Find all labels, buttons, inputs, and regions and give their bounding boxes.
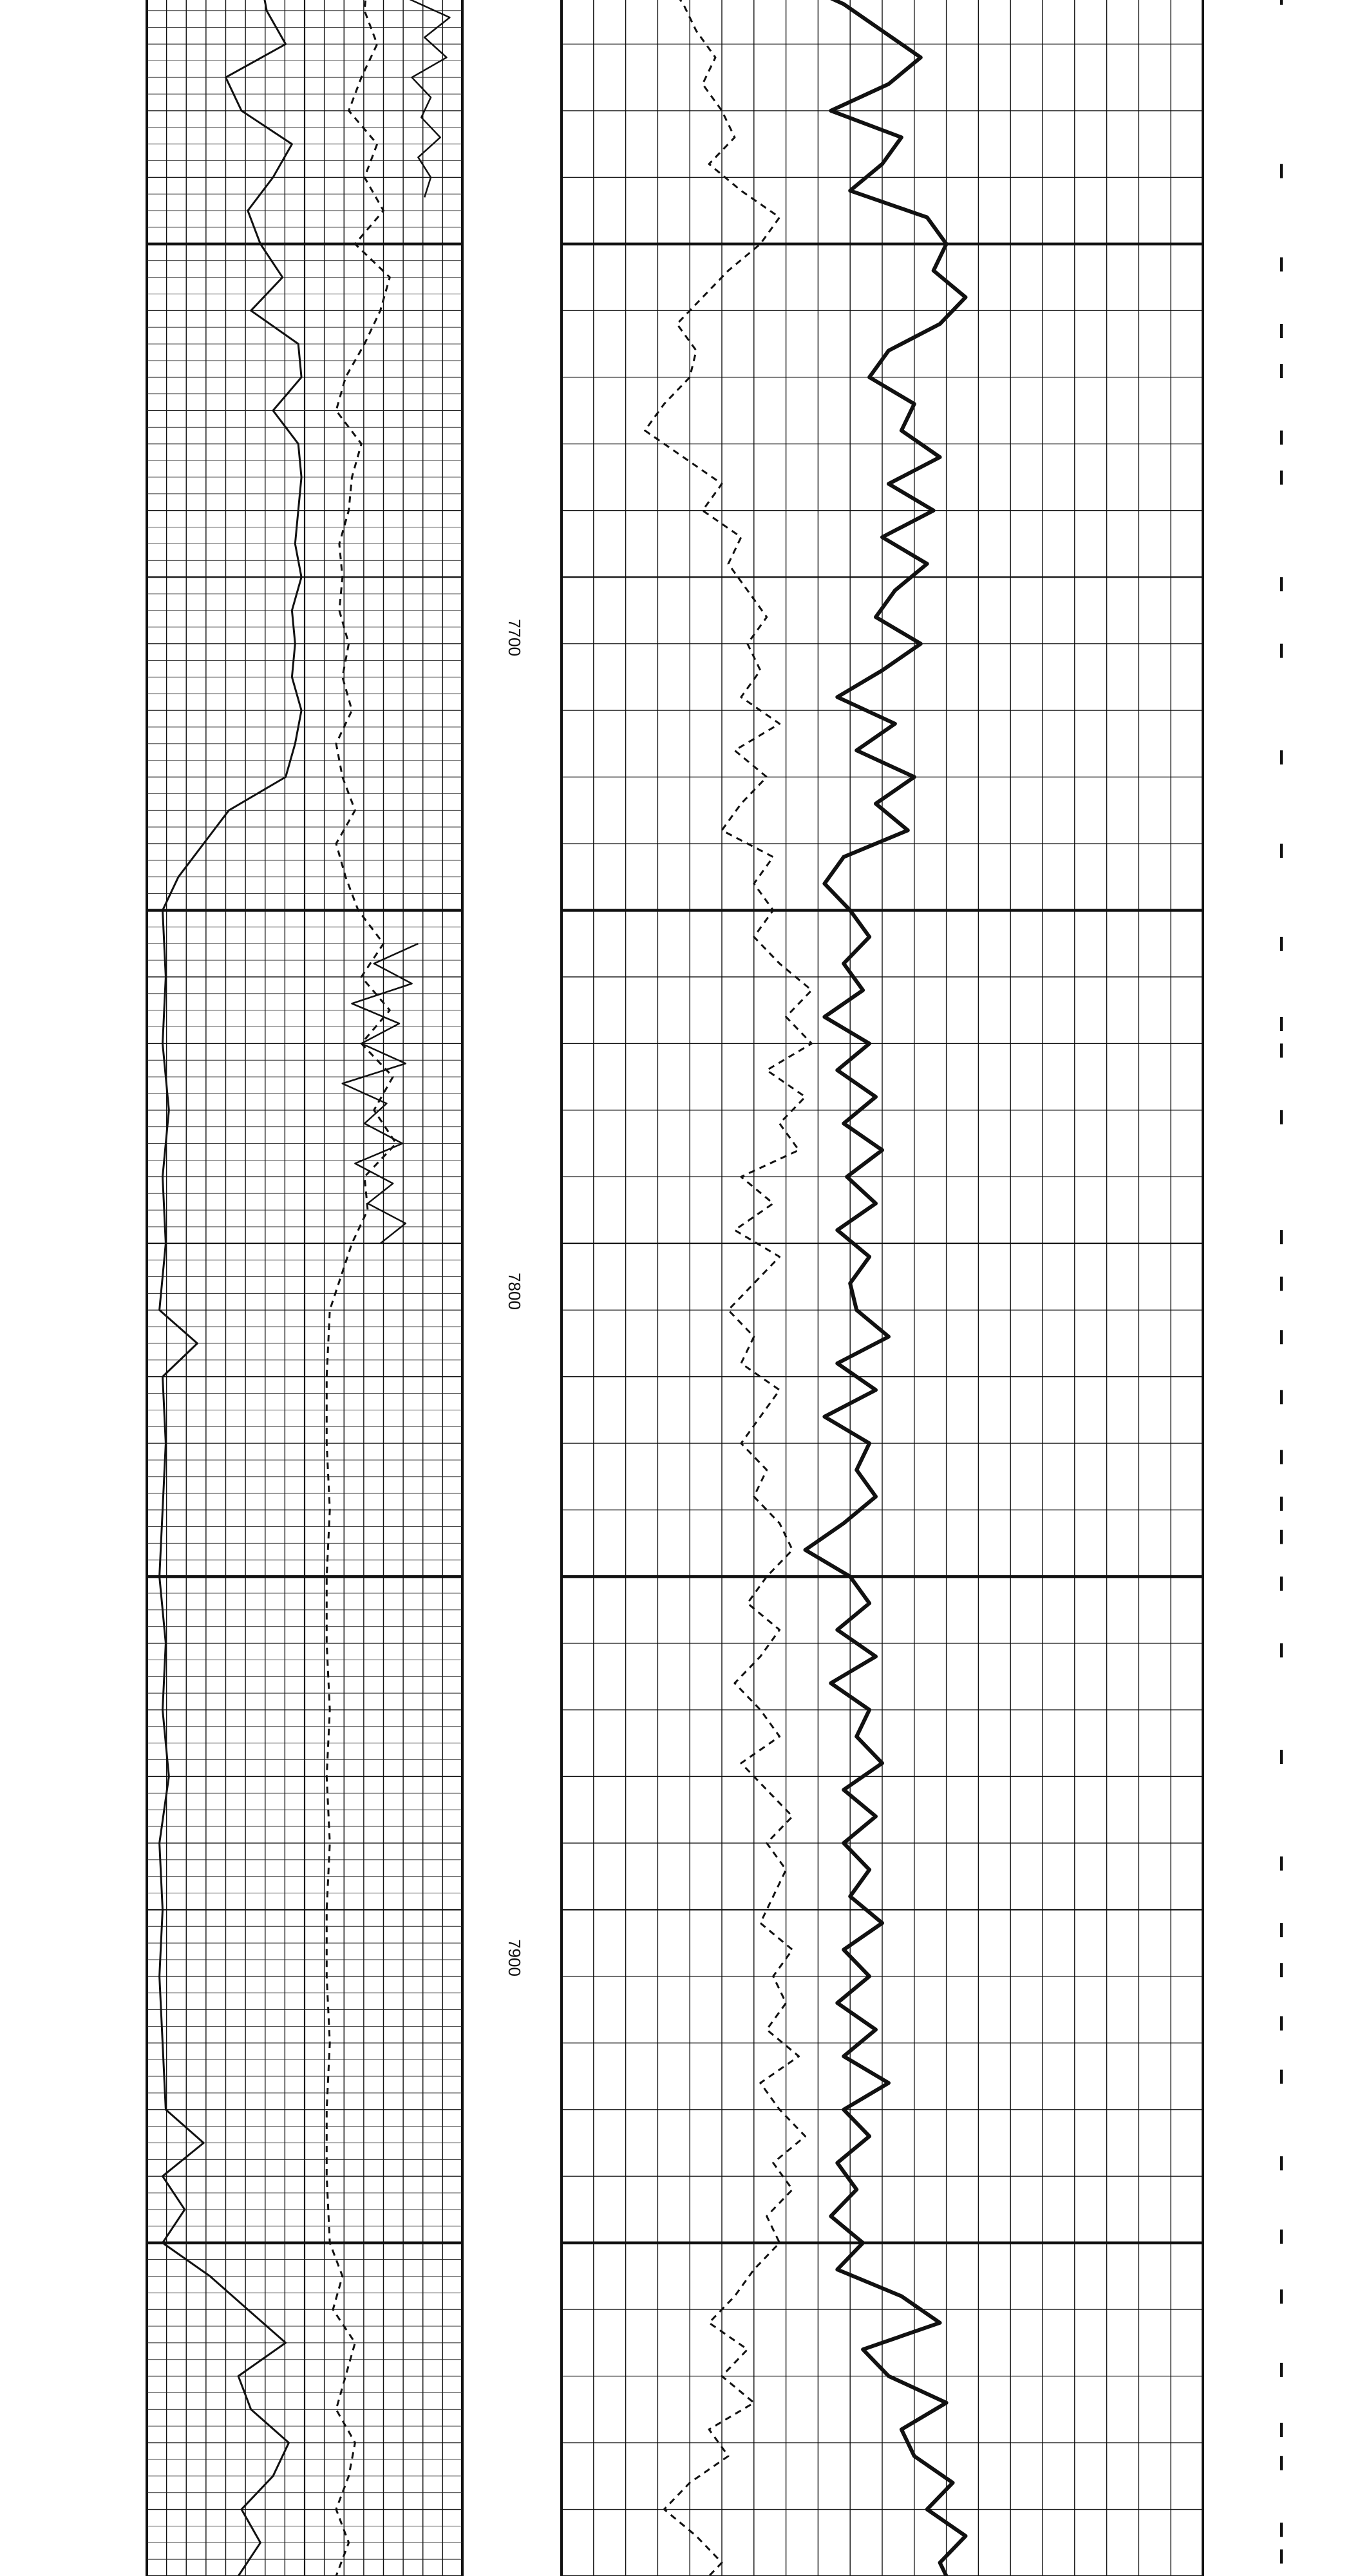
depth-labels bbox=[505, 619, 524, 1976]
depth-label-7900: 7900 bbox=[505, 1939, 524, 1976]
track-1-series-2 bbox=[326, 0, 396, 2576]
track-1-grid bbox=[147, 0, 462, 2576]
track-2-series-1 bbox=[786, 0, 966, 2576]
track-2-series-2 bbox=[645, 0, 812, 2576]
depth-label-7700: 7700 bbox=[505, 619, 524, 656]
depth-label-7800: 7800 bbox=[505, 1273, 524, 1310]
track-1-series-1 bbox=[160, 0, 302, 2576]
track-1-series-3 bbox=[406, 0, 450, 197]
